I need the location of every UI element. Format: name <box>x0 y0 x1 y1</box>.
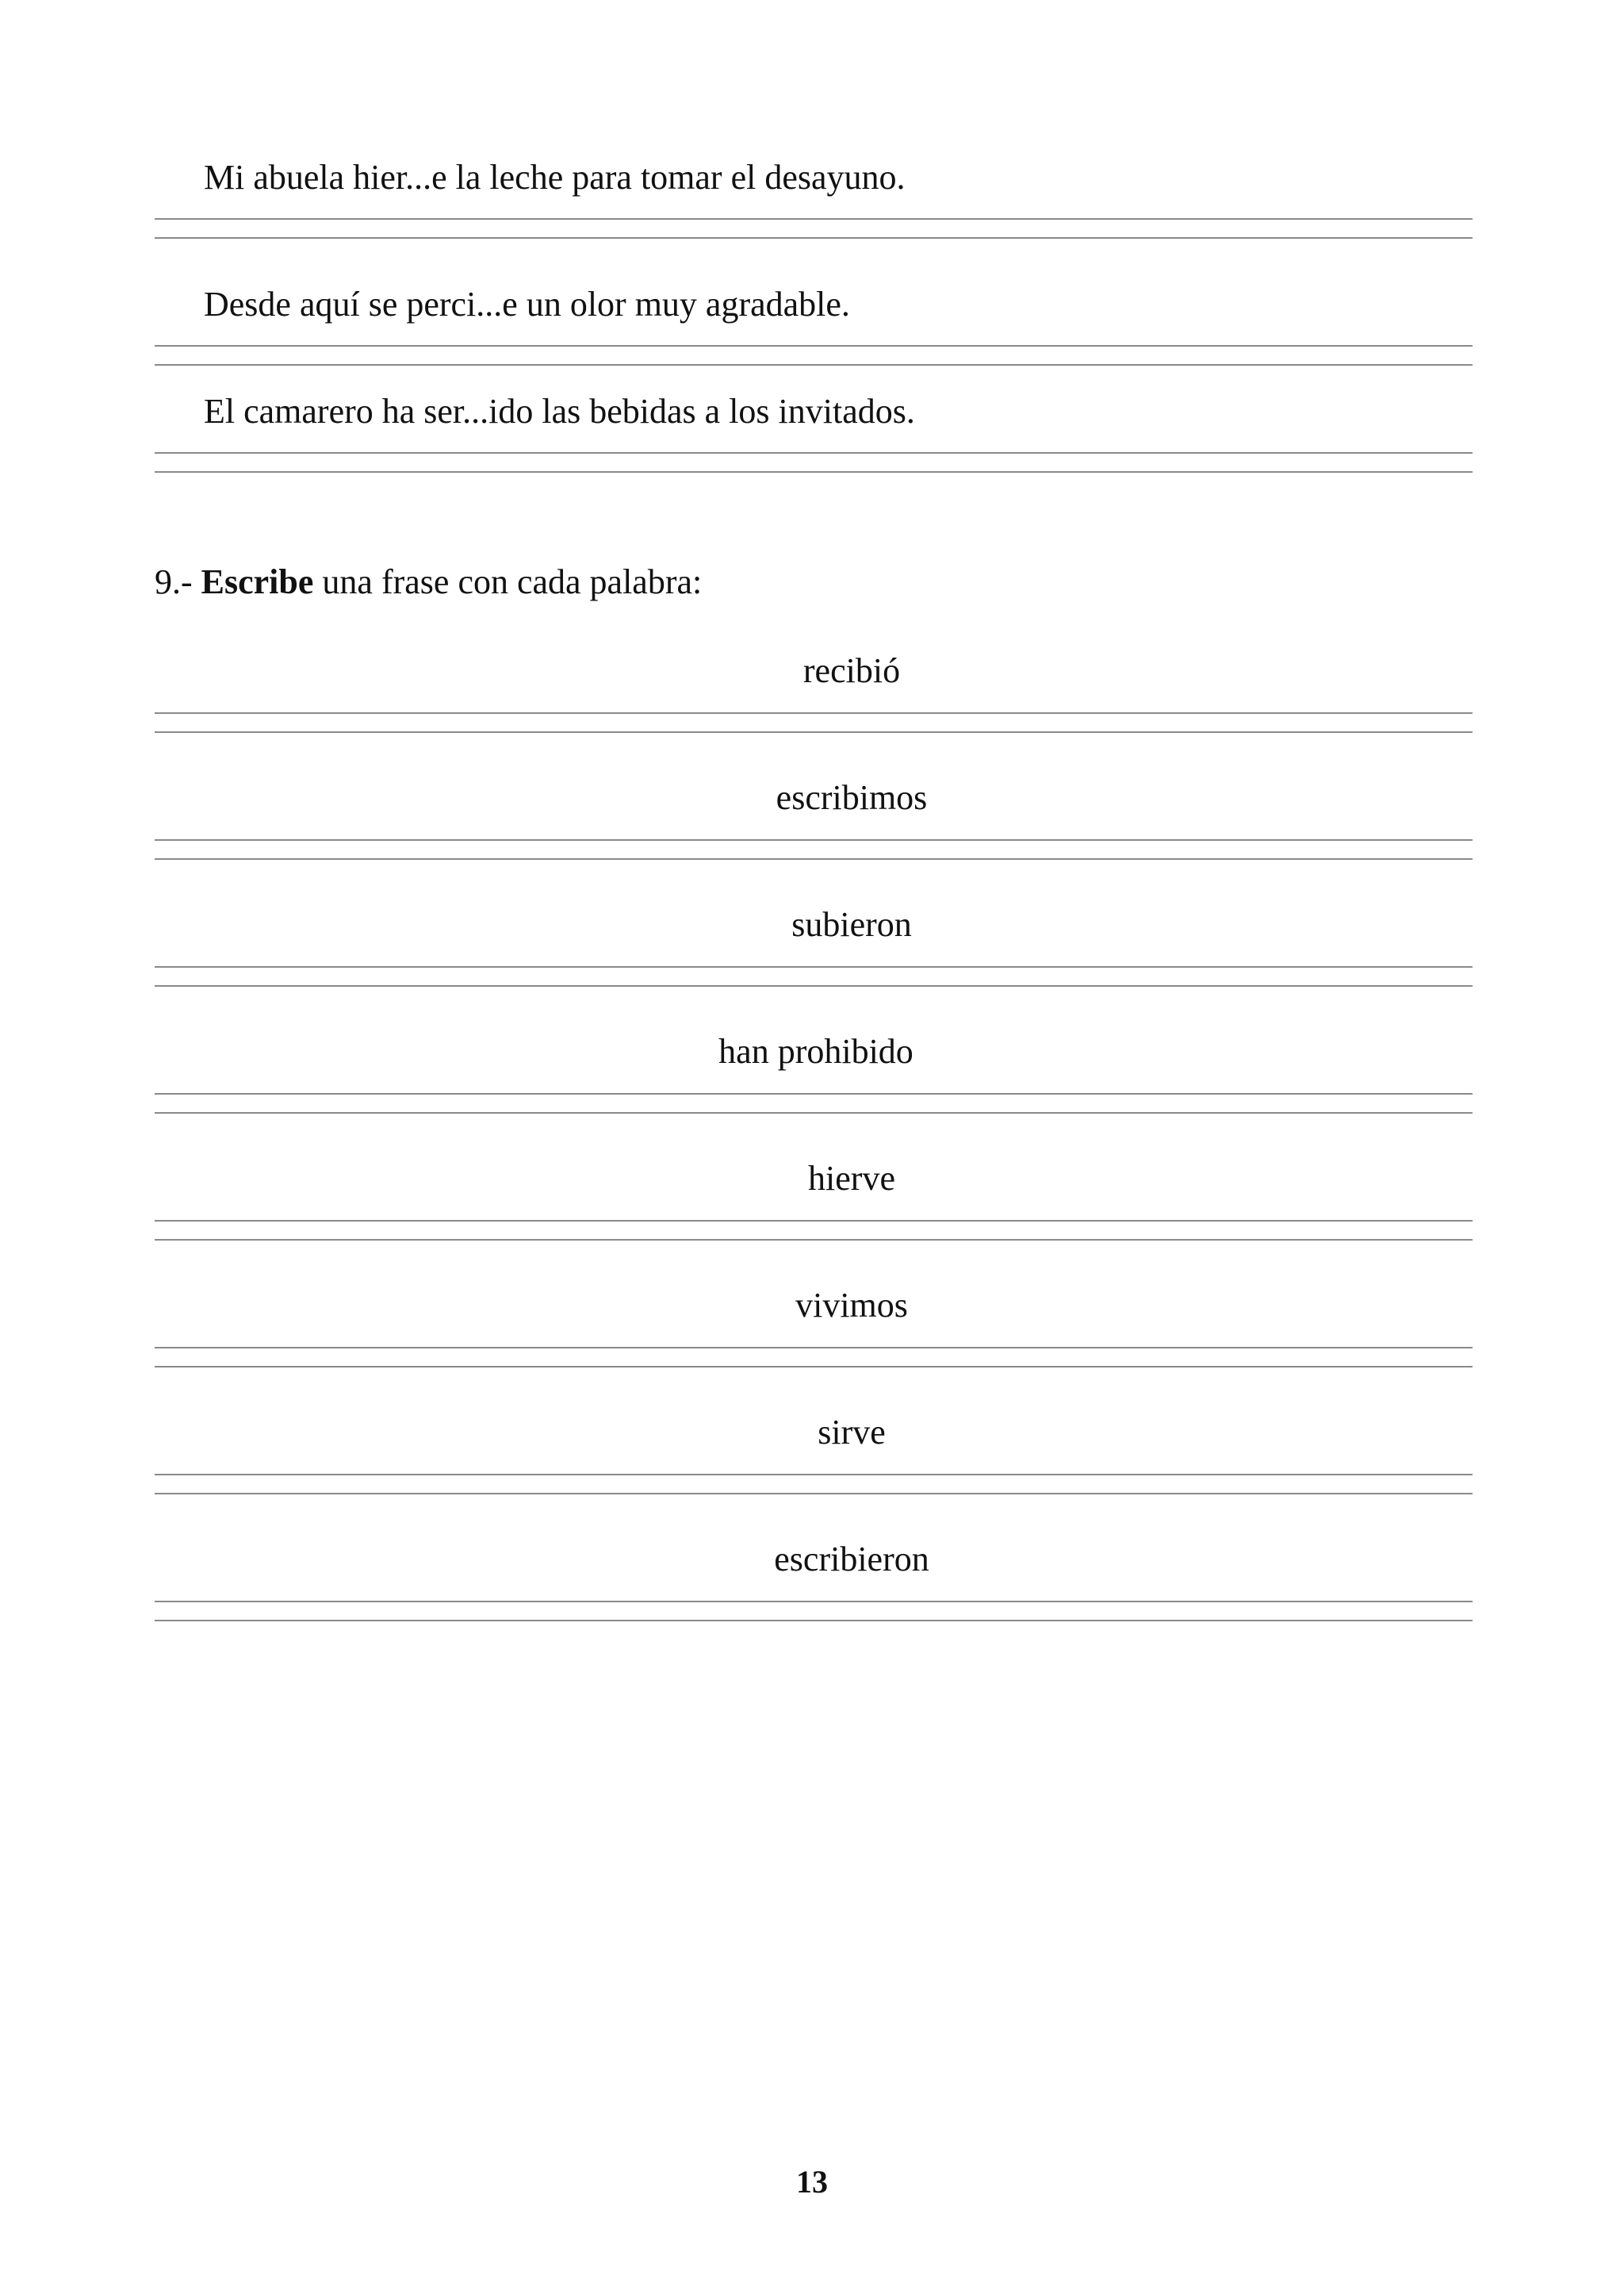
writing-line <box>155 1366 1473 1367</box>
writing-line <box>155 345 1473 347</box>
word-text: sirve <box>818 1413 886 1452</box>
writing-line <box>155 237 1473 239</box>
exercise-number: 9.- <box>155 562 193 601</box>
writing-line <box>155 218 1473 220</box>
sentence-text: El camarero ha ser...ido las bebidas a los invitados. <box>204 392 915 431</box>
writing-line <box>155 1601 1473 1602</box>
word-text: hierve <box>808 1159 895 1198</box>
word-text: escribimos <box>776 778 928 817</box>
writing-line <box>155 1347 1473 1348</box>
sentence-text: Mi abuela hier...e la leche para tomar el desayuno. <box>204 158 906 197</box>
exercise-instruction: una frase con cada palabra: <box>322 562 703 601</box>
word-text: escribieron <box>774 1540 929 1578</box>
exercise-heading <box>155 562 702 603</box>
writing-line <box>155 1493 1473 1494</box>
writing-line <box>155 858 1473 860</box>
writing-line <box>155 1239 1473 1241</box>
writing-line <box>155 712 1473 714</box>
writing-line <box>155 452 1473 454</box>
page-number: 13 <box>796 2164 828 2200</box>
writing-line <box>155 1220 1473 1222</box>
sentence-text: Desde aquí se perci...e un olor muy agradable. <box>204 285 850 324</box>
word-text: vivimos <box>795 1286 908 1325</box>
writing-line <box>155 364 1473 366</box>
writing-line <box>155 731 1473 733</box>
writing-line <box>155 471 1473 473</box>
writing-line <box>155 839 1473 841</box>
writing-line <box>155 985 1473 987</box>
word-text: han prohibido <box>718 1032 914 1071</box>
writing-line <box>155 1112 1473 1114</box>
exercise-verb: Escribe <box>201 562 314 601</box>
word-text: subieron <box>791 905 912 944</box>
writing-line <box>155 1620 1473 1621</box>
writing-line <box>155 1474 1473 1475</box>
word-text: recibió <box>802 651 901 690</box>
writing-line <box>155 1093 1473 1095</box>
writing-line <box>155 966 1473 968</box>
